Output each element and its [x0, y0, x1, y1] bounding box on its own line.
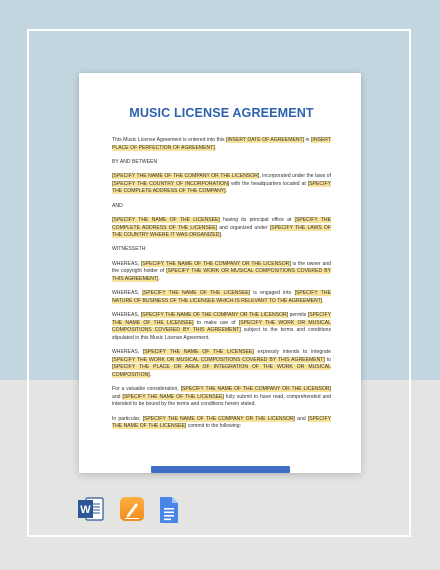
- placeholder-field: [SPECIFY THE WORK OR MUSICAL COMPOSITIONS COVERED BY THIS AGREEMENT]: [112, 356, 325, 363]
- paragraph-text: and: [295, 415, 308, 422]
- placeholder-field: [SPECIFY THE LAWS OF THE COUNTRY WHERE IT WAS ORGANIZED]: [112, 224, 332, 239]
- paragraph-text: In particular,: [112, 415, 143, 422]
- paragraph-text: with the headquarters located at: [229, 180, 308, 187]
- paragraph-text: subject to the terms and conditions stipulated in this Music License Agreement.: [112, 327, 331, 341]
- document-paragraph: [112, 261, 331, 284]
- paragraph-text: in: [304, 137, 311, 143]
- placeholder-field: [SPECIFY THE PLACE OR AREA OF INTEGRATION OF THE WORK OR MUSICAL COMPOSITION]: [112, 364, 331, 378]
- placeholder-field: [SPECIFY THE NATURE OF BUSINESS OF THE LICENSEE WHICH IS RELEVANT TO THE AGREEMENT]: [112, 290, 331, 304]
- document-title: MUSIC LICENSE AGREEMENT: [129, 106, 314, 120]
- placeholder-field: [SPECIFY THE NAME OF THE COMPANY OR THE LICENSOR]: [140, 312, 289, 318]
- placeholder-field: [SPECIFY THE COMPLETE ADDRESS OF THE LICENSEE]: [112, 216, 331, 231]
- document-body: [112, 137, 331, 431]
- placeholder-field: [SPECIFY THE NAME OF THE COMPANY OR THE LICENSOR]: [180, 386, 332, 393]
- paragraph-text: is the owner and the copyright holder of: [112, 260, 331, 275]
- placeholder-field: [INSERT DATE OF AGREEMENT]: [226, 137, 305, 143]
- document-paragraph: [112, 217, 331, 240]
- paragraph-text: , incorporated under the laws of: [259, 173, 331, 180]
- paragraph-text: permits: [288, 312, 308, 318]
- document-paragraph: [112, 159, 331, 167]
- placeholder-field: [SPECIFY THE WORK OR MUSICAL COMPOSITIONS COVERED BY THIS AGREEMENT]: [112, 319, 331, 334]
- paragraph-text: WHEREAS,: [112, 260, 141, 267]
- paragraph-text: fully submit to have read, comprehended and intended to be bound by the terms and conditions herein stated.: [112, 393, 331, 408]
- document-scroll-bar[interactable]: [151, 466, 290, 473]
- document-paragraph: [112, 312, 331, 342]
- google-docs-icon[interactable]: [158, 496, 180, 529]
- document-paragraph: [112, 173, 331, 196]
- placeholder-field: [SPECIFY THE NAME OF THE COMPANY OR THE LICENSOR]: [140, 260, 291, 267]
- placeholder-field: [SPECIFY THE NAME OF THE LICENSEE]: [112, 312, 331, 326]
- paragraph-text: WHEREAS,: [112, 349, 143, 356]
- placeholder-field: [SPECIFY THE NAME OF THE COMPANY OR THE LICENSOR]: [142, 415, 296, 422]
- paragraph-text: .: [158, 275, 160, 282]
- paragraph-text: .: [214, 144, 217, 151]
- document-paragraph: [112, 386, 331, 409]
- placeholder-field: [SPECIFY THE COMPLETE ADDRESS OF THE COMPANY]: [112, 180, 331, 195]
- pages-icon[interactable]: [119, 496, 145, 527]
- paragraph-text: BY AND BETWEEN: [112, 158, 158, 165]
- paragraph-text: having its principal office at: [219, 216, 295, 223]
- paragraph-text: is engaged into: [250, 290, 295, 297]
- paragraph-text: to make use of: [193, 319, 239, 326]
- paragraph-text: .: [322, 297, 324, 304]
- placeholder-field: [SPECIFY THE NAME OF THE LICENSEE]: [122, 393, 224, 400]
- paragraph-text: For a valuable consideration,: [112, 386, 181, 393]
- placeholder-field: [SPECIFY THE NAME OF THE COMPANY OR THE LICENSOR]: [112, 173, 260, 180]
- placeholder-field: [SPECIFY THE NAME OF THE LICENSEE]: [142, 290, 251, 297]
- paragraph-text: and: [112, 393, 123, 400]
- placeholder-field: [SPECIFY THE COUNTRY OF INCORPORATION]: [112, 180, 230, 187]
- document-paragraph: [112, 203, 331, 211]
- placeholder-field: [INSERT PLACE OF PERFECTION OF AGREEMENT]: [112, 137, 331, 151]
- document-paragraph: [112, 416, 331, 431]
- document-page: [79, 73, 361, 473]
- word-icon[interactable]: [77, 496, 105, 527]
- paragraph-text: .: [220, 232, 223, 239]
- document-paragraph: [112, 137, 331, 152]
- paragraph-text: commit to the following:: [186, 423, 241, 430]
- paragraph-text: to: [324, 356, 331, 363]
- placeholder-field: [SPECIFY THE NAME OF THE LICENSEE]: [142, 349, 254, 356]
- paragraph-text: WITNESSETH:: [112, 246, 147, 253]
- paragraph-text: This Music License Agreement is entered into this: [112, 137, 227, 143]
- paragraph-text: .: [225, 188, 228, 195]
- document-paragraph: [112, 290, 331, 305]
- placeholder-field: [SPECIFY THE NAME OF THE LICENSEE]: [112, 216, 220, 223]
- placeholder-field: [SPECIFY THE NAME OF THE LICENSEE]: [112, 415, 331, 430]
- paragraph-text: expressly intends to integrate: [253, 349, 331, 356]
- paragraph-text: WHEREAS,: [112, 312, 141, 318]
- document-paragraph: [112, 246, 331, 254]
- paragraph-text: AND: [112, 202, 123, 209]
- paragraph-text: and organized under: [217, 224, 270, 231]
- placeholder-field: [SPECIFY THE WORK OR MUSICAL COMPOSITIONS COVERED BY THIS AGREEMENT]: [112, 268, 331, 282]
- paragraph-text: .: [149, 371, 152, 378]
- word-icon-letter: W: [80, 504, 91, 516]
- paragraph-text: WHEREAS,: [112, 290, 143, 297]
- document-paragraph: [112, 349, 331, 379]
